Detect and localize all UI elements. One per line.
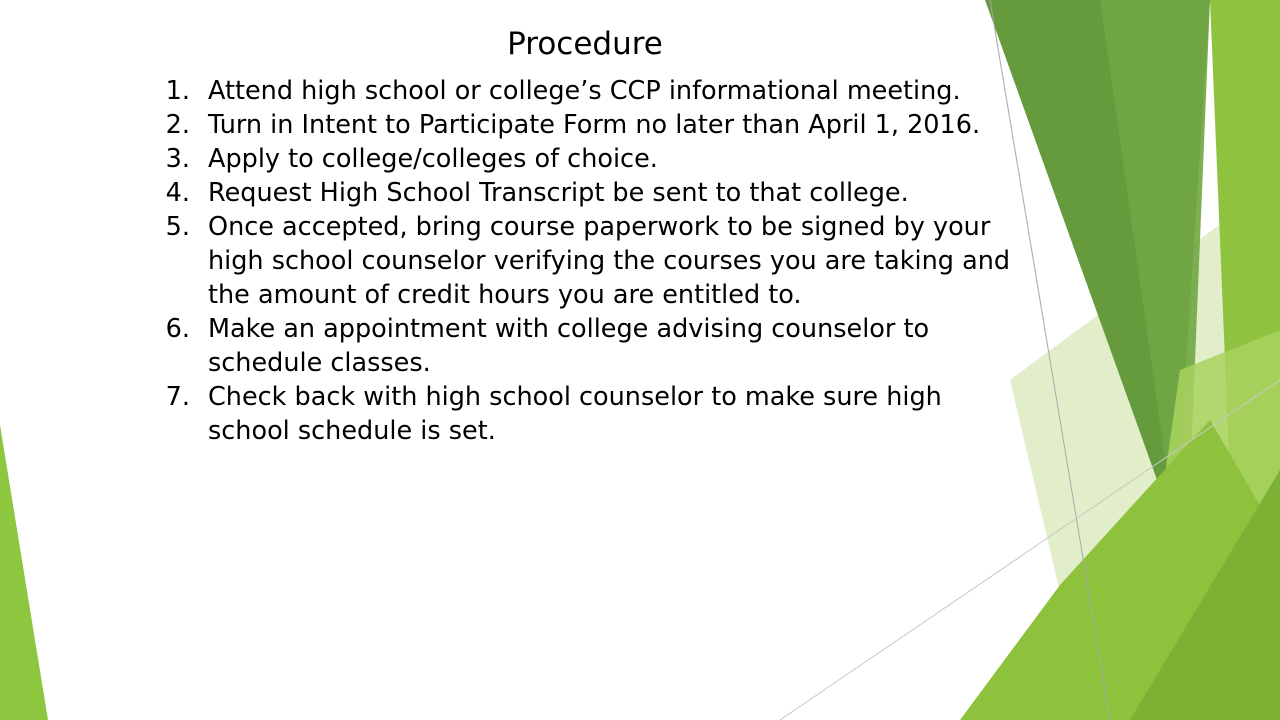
- step-text: Make an appointment with college advising counselor to schedule classes.: [208, 314, 930, 378]
- step-text: Request High School Transcript be sent to that college.: [208, 178, 909, 208]
- procedure-step: [150, 312, 1030, 380]
- procedure-step: [150, 108, 1030, 142]
- left-accent-shape: [0, 425, 48, 720]
- step-number: 1.: [165, 76, 190, 106]
- procedure-steps-list: [150, 74, 1030, 448]
- procedure-step: [150, 210, 1030, 312]
- procedure-step: [150, 74, 1030, 108]
- step-number: 4.: [165, 178, 190, 208]
- step-text: Once accepted, bring course paperwork to be signed by your high school counselor verifying the courses you are taking and the amount of credit hours you are entitled to.: [208, 212, 1011, 310]
- step-number: 7.: [165, 382, 190, 412]
- step-text: Apply to college/colleges of choice.: [208, 144, 658, 174]
- slide-title: Procedure: [507, 26, 663, 62]
- step-number: 3.: [165, 144, 190, 174]
- step-text: Turn in Intent to Participate Form no later than April 1, 2016.: [208, 110, 981, 140]
- step-number: 5.: [165, 212, 190, 242]
- procedure-step: [150, 176, 1030, 210]
- step-text: Check back with high school counselor to make sure high school schedule is set.: [208, 382, 942, 446]
- procedure-step: [150, 142, 1030, 176]
- step-number: 2.: [165, 110, 190, 140]
- step-number: 6.: [165, 314, 190, 344]
- procedure-step: [150, 380, 1030, 448]
- step-text: Attend high school or college’s CCP informational meeting.: [208, 76, 961, 106]
